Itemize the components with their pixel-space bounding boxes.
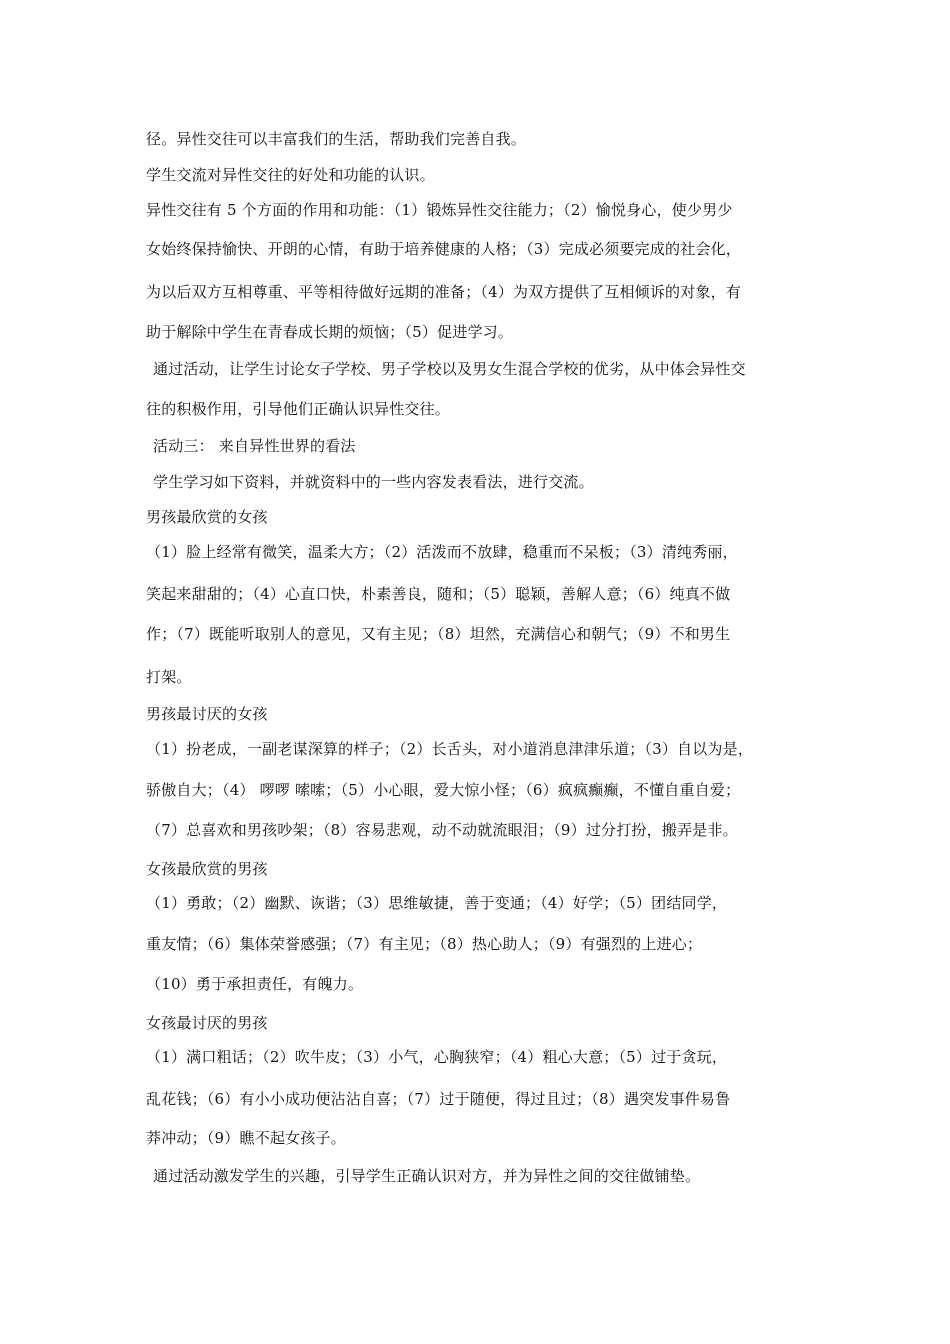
paragraph-line: 重友情；（6）集体荣誉感强；（7）有主见；（8）热心助人；（9）有强烈的上进心；: [146, 935, 703, 953]
paragraph-line: （1）勇敢；（2）幽默、诙谐；（3）思维敏捷，善于变通；（4）好学；（5）团结同学，: [146, 894, 728, 912]
paragraph-line: 作；（7）既能听取别人的意见，又有主见；（8）坦然，充满信心和朝气；（9）不和男生: [146, 625, 731, 643]
paragraph-line: 为以后双方互相尊重、平等相待做好远期的准备；（4）为双方提供了互相倾诉的对象，有: [146, 283, 742, 301]
paragraph-line: （10）勇于承担责任，有魄力。: [146, 975, 364, 993]
section-heading: 女孩最讨厌的男孩: [146, 1014, 268, 1032]
paragraph-line: 乱花钱；（6）有小小成功便沾沾自喜；（7）过于随便，得过且过；（8）遇突发事件易鲁: [146, 1090, 731, 1108]
paragraph-line: （1）扮老成，一副老谋深算的样子；（2）长舌头，对小道消息津津乐道；（3）自以为是，: [146, 740, 754, 758]
paragraph-line: 学生交流对异性交往的好处和功能的认识。: [146, 166, 435, 184]
paragraph-line: 往的积极作用，引导他们正确认识异性交往。: [146, 400, 451, 418]
paragraph-line: 通过活动，让学生讨论女子学校、男子学校以及男女生混合学校的优劣，从中体会异性交: [153, 360, 746, 378]
paragraph-line: （1）脸上经常有微笑，温柔大方；（2）活泼而不放肆，稳重而不呆板；（3）清纯秀丽，: [146, 543, 738, 561]
paragraph-line: （1）满口粗话；（2）吹牛皮；（3）小气，心胸狭窄；（4）粗心大意；（5）过于贪玩，: [146, 1048, 728, 1066]
section-heading: 男孩最欣赏的女孩: [146, 508, 268, 526]
section-heading: 男孩最讨厌的女孩: [146, 705, 268, 723]
section-heading: 活动三： 来自异性世界的看法: [153, 437, 356, 455]
paragraph-line: 助于解除中学生在青春成长期的烦恼；（5）促进学习。: [146, 323, 514, 341]
paragraph-line: 打架。: [146, 668, 192, 686]
section-heading: 女孩最欣赏的男孩: [146, 860, 268, 878]
paragraph-line: 笑起来甜甜的；（4）心直口快，朴素善良，随和；（5）聪颖，善解人意；（6）纯真不做: [146, 585, 731, 603]
paragraph-line: 学生学习如下资料，并就资料中的一些内容发表看法，进行交流。: [153, 473, 594, 491]
paragraph-line: 异性交往有 5 个方面的作用和功能：（1）锻炼异性交往能力；（2）愉悦身心，使少男少: [146, 201, 733, 219]
paragraph-line: 通过活动激发学生的兴趣，引导学生正确认识对方，并为异性之间的交往做铺垫。: [153, 1167, 701, 1185]
paragraph-line: 骄傲自大；（4） 啰啰 嗦嗦；（5）小心眼，爱大惊小怪；（6）疯疯癫癫，不懂自重自爱；: [146, 781, 741, 799]
paragraph-line: 女始终保持愉快、开朗的心情，有助于培养健康的人格；（3）完成必须要完成的社会化，: [146, 240, 742, 258]
paragraph-line: 径。异性交往可以丰富我们的生活，帮助我们完善自我。: [146, 130, 527, 148]
paragraph-line: 莽冲动；（9）瞧不起女孩子。: [146, 1129, 346, 1147]
paragraph-line: （7）总喜欢和男孩吵架；（8）容易悲观，动不动就流眼泪；（9）过分打扮，搬弄是非。: [146, 821, 738, 839]
